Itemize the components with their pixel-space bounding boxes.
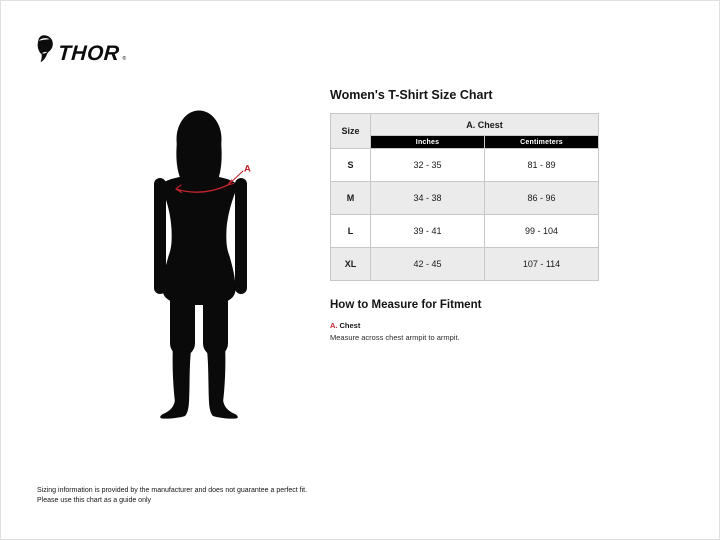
- measure-instruction: Measure across chest armpit to armpit.: [330, 333, 460, 342]
- inches-column-header: Inches: [371, 136, 485, 149]
- measure-label: [330, 321, 598, 330]
- size-chart-table: [330, 113, 599, 281]
- female-silhouette-svg: [150, 108, 255, 426]
- thor-logo-text: THOR: [57, 42, 121, 65]
- table-row: [331, 182, 599, 215]
- chest-marker-label: A: [244, 163, 251, 175]
- registered-trademark-icon: ®: [122, 56, 127, 62]
- centimeters-value-cell: 81 - 89: [485, 149, 599, 182]
- measurement-figure: [150, 108, 255, 426]
- centimeters-column-header: Centimeters: [485, 136, 599, 149]
- measure-item: [330, 321, 598, 342]
- thor-goat-icon: [37, 34, 55, 63]
- measure-heading: How to Measure for Fitment: [330, 299, 482, 311]
- centimeters-value-cell: 107 - 114: [485, 248, 599, 281]
- inches-value-cell: 42 - 45: [371, 248, 485, 281]
- size-cell: L: [331, 215, 371, 248]
- size-cell: XL: [331, 248, 371, 281]
- table-unit-row: [331, 136, 599, 149]
- inches-value-cell: 34 - 38: [371, 182, 485, 215]
- measure-section: [330, 299, 598, 342]
- table-row: [331, 248, 599, 281]
- size-chart-title: Women's T-Shirt Size Chart: [330, 88, 493, 102]
- size-column-header: Size: [331, 114, 371, 149]
- inches-value-cell: 39 - 41: [371, 215, 485, 248]
- disclaimer-line: Sizing information is provided by the manufacturer and does not guarantee a perfect fit.: [37, 487, 308, 494]
- table-row: [331, 149, 599, 182]
- table-header-row: [331, 114, 599, 136]
- female-silhouette: [154, 111, 247, 419]
- disclaimer: [37, 486, 307, 506]
- inches-value-cell: 32 - 35: [371, 149, 485, 182]
- measure-letter: A.: [330, 321, 338, 330]
- centimeters-value-cell: 99 - 104: [485, 215, 599, 248]
- centimeters-value-cell: 86 - 96: [485, 182, 599, 215]
- size-cell: S: [331, 149, 371, 182]
- size-chart-panel: [330, 88, 598, 342]
- thor-logo: [37, 34, 126, 63]
- table-row: [331, 215, 599, 248]
- chest-group-header: A. Chest: [371, 114, 599, 136]
- measure-name: Chest: [339, 321, 361, 330]
- size-cell: M: [331, 182, 371, 215]
- disclaimer-line: Please use this chart as a guide only: [37, 497, 152, 504]
